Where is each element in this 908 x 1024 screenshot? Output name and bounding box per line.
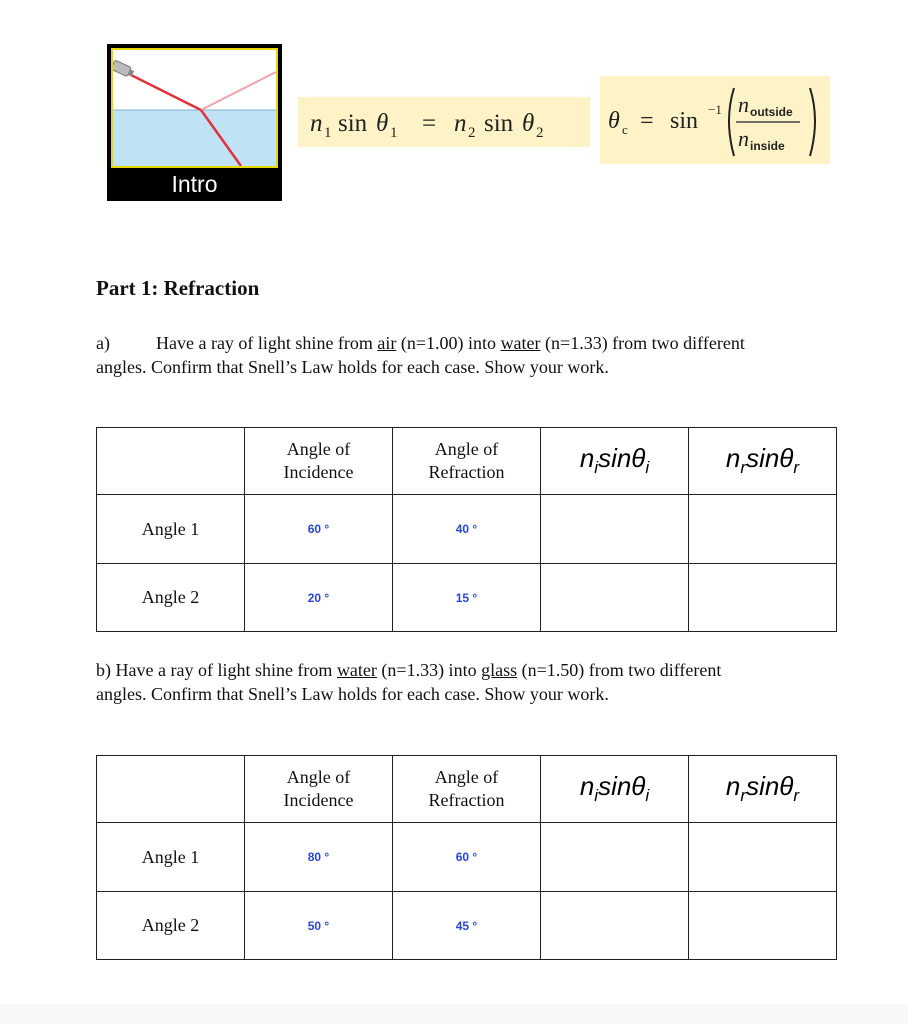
theta-1: θ <box>376 110 389 137</box>
denominator-subscript: inside <box>750 139 785 153</box>
question-b <box>96 658 856 706</box>
question-b-line-2: angles. Confirm that Snell’s Law holds for each case. Show your work. <box>96 684 609 704</box>
denominator-n: n <box>738 126 749 151</box>
header-incidence: Angle of Incidence <box>245 756 393 823</box>
n1-subscript: 1 <box>324 125 332 141</box>
ni-answer-cell[interactable] <box>541 823 689 892</box>
equals-sign: = <box>422 110 437 137</box>
theta-2: θ <box>522 110 535 137</box>
question-b-text-1: b) Have a ray of light shine from <box>96 660 337 680</box>
theta-2-subscript: 2 <box>536 125 544 141</box>
question-a-text-3: (n=1.33) from two different <box>540 333 745 353</box>
refraction-scene <box>111 48 278 168</box>
incidence-value: 80 ° <box>245 823 393 892</box>
question-a-marker: a) <box>96 333 110 353</box>
row-label: Angle 2 <box>97 892 245 960</box>
question-b-text-3: (n=1.50) from two different <box>517 660 722 680</box>
reflected-ray <box>201 72 276 110</box>
n2-subscript: 2 <box>468 125 476 141</box>
corner-cell <box>97 756 245 823</box>
table-b <box>96 755 837 960</box>
numerator-subscript: outside <box>750 105 793 119</box>
incidence-value: 20 ° <box>245 564 393 632</box>
corner-cell <box>97 428 245 495</box>
n2-symbol: n <box>454 110 467 137</box>
question-a-text-1: Have a ray of light shine from <box>155 333 378 353</box>
inverse-exponent: −1 <box>708 102 722 117</box>
header-ni-sin-theta-i: $n_i\sin\theta_i$ <box>541 428 689 495</box>
sin-2: sin <box>484 110 514 137</box>
row-label: Angle 1 <box>97 823 245 892</box>
table-row <box>97 495 837 564</box>
header-refraction: Angle of Refraction <box>393 428 541 495</box>
question-a-text-2: (n=1.00) into <box>396 333 501 353</box>
header-ni-sin-theta-i: $n_i\sin\theta_i$ <box>541 756 689 823</box>
nr-answer-cell[interactable] <box>689 495 837 564</box>
table-row <box>97 564 837 632</box>
left-paren <box>729 88 734 156</box>
refraction-value: 45 ° <box>393 892 541 960</box>
ni-answer-cell[interactable] <box>541 892 689 960</box>
table-b-header-row <box>97 756 837 823</box>
intro-thumbnail[interactable] <box>107 44 282 201</box>
refraction-value: 60 ° <box>393 823 541 892</box>
nr-answer-cell[interactable] <box>689 564 837 632</box>
intro-label: Intro <box>171 171 218 197</box>
header-nr-sin-theta-r: $n_r\sin\theta_r$ <box>689 428 837 495</box>
incidence-value: 60 ° <box>245 495 393 564</box>
ni-answer-cell[interactable] <box>541 564 689 632</box>
water-region <box>113 110 276 166</box>
table-a-header-row <box>97 428 837 495</box>
sin-1: sin <box>338 110 368 137</box>
question-a-line-2: angles. Confirm that Snell’s Law holds for each case. Show your work. <box>96 357 609 377</box>
numerator-n: n <box>738 92 749 117</box>
medium-air: air <box>377 333 397 353</box>
page-bottom-edge <box>0 1004 908 1024</box>
question-a-line-1 <box>96 331 856 355</box>
arcsin-label: sin <box>670 108 699 134</box>
critical-equals: = <box>640 108 654 134</box>
table-row <box>97 892 837 960</box>
refraction-illustration <box>113 50 276 166</box>
snell-law-formula <box>298 97 590 147</box>
question-b-text-2: (n=1.33) into <box>376 660 482 680</box>
row-label: Angle 2 <box>97 564 245 632</box>
theta-c-symbol: θ <box>608 108 620 134</box>
critical-angle-formula <box>600 76 830 164</box>
medium-water: water <box>500 333 541 353</box>
theta-1-subscript: 1 <box>390 125 398 141</box>
nr-answer-cell[interactable] <box>689 823 837 892</box>
incident-ray <box>125 72 201 110</box>
incidence-value: 50 ° <box>245 892 393 960</box>
laser-icon <box>113 60 135 78</box>
header-refraction: Angle of Refraction <box>393 756 541 823</box>
question-b-line-1 <box>96 658 856 682</box>
question-a <box>96 331 856 379</box>
header-nr-sin-theta-r: $n_r\sin\theta_r$ <box>689 756 837 823</box>
right-paren <box>810 88 815 156</box>
theta-c-subscript: c <box>622 122 628 137</box>
table-row <box>97 823 837 892</box>
nr-answer-cell[interactable] <box>689 892 837 960</box>
header-incidence: Angle of Incidence <box>245 428 393 495</box>
row-label: Angle 1 <box>97 495 245 564</box>
part-title: Part 1: Refraction <box>96 276 260 300</box>
refraction-value: 40 ° <box>393 495 541 564</box>
medium-glass: glass <box>481 660 518 680</box>
refraction-value: 15 ° <box>393 564 541 632</box>
ni-answer-cell[interactable] <box>541 495 689 564</box>
table-a <box>96 427 837 632</box>
n1-symbol: n <box>310 110 323 137</box>
medium-water: water <box>336 660 377 680</box>
